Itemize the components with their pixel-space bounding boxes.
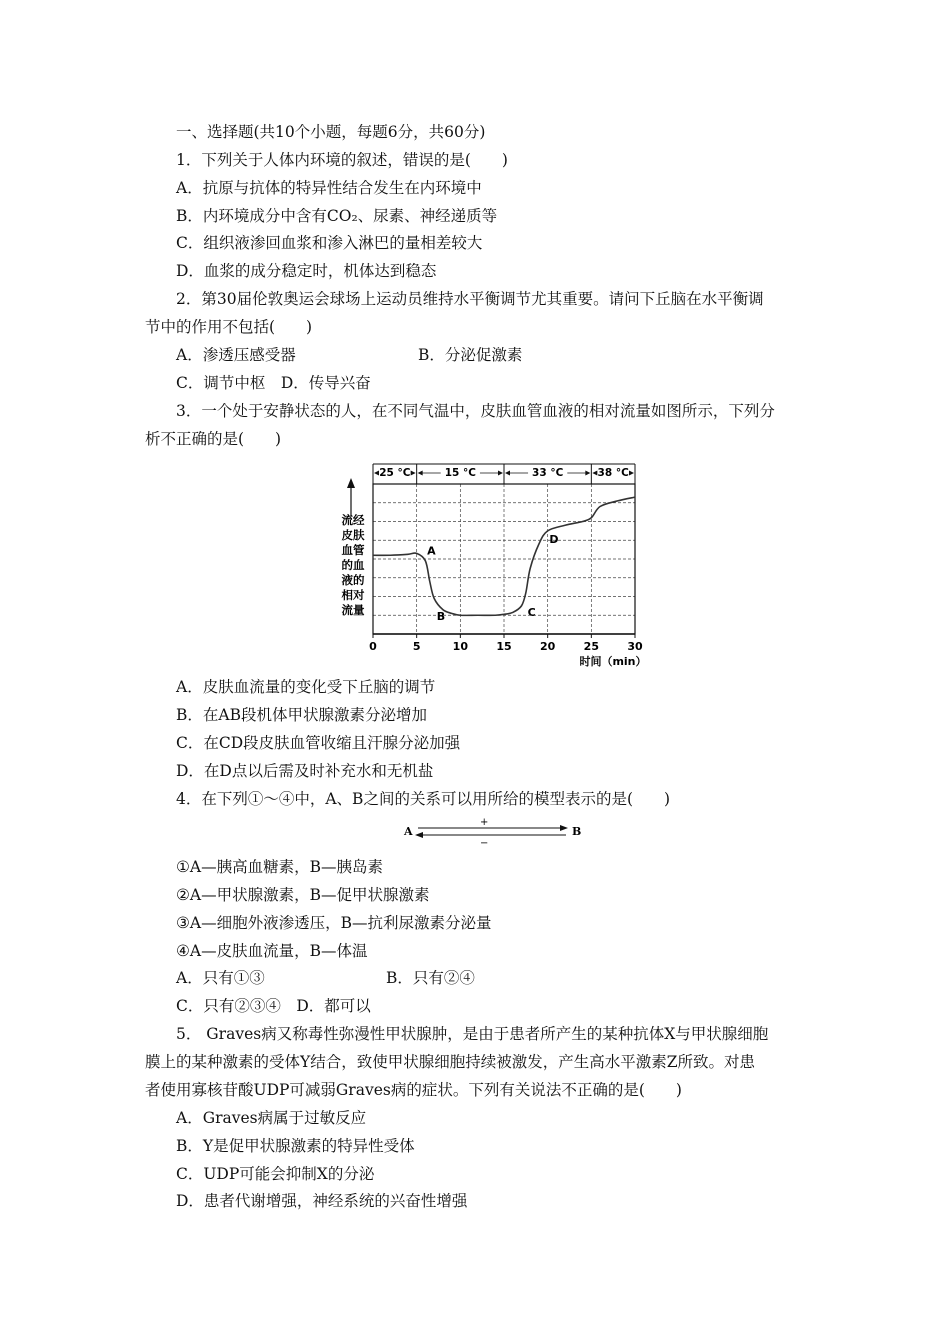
q5-option-d: D．患者代谢增强，神经系统的兴奋性增强 [176, 1192, 468, 1210]
q4-option-cd: C．只有②③④ D．都可以 [176, 997, 371, 1015]
q5-option-c: C．UDP可能会抑制X的分泌 [176, 1165, 375, 1183]
x-tick-label: 5 [412, 640, 421, 653]
y-axis-label: 的血 [341, 558, 365, 572]
blood-flow-chart [333, 458, 653, 670]
temp-band-label: 38 °C [597, 467, 629, 479]
x-tick-label: 30 [627, 640, 643, 653]
x-tick-label: 10 [452, 640, 468, 653]
band-arrowhead-left [418, 471, 423, 476]
q5-option-b: B．Y是促甲状腺激素的特异性受体 [176, 1137, 415, 1155]
point-label-b: B [436, 609, 446, 623]
q5-stem-line1: 5． Graves病又称毒性弥漫性甲状腺肿，是由于患者所产生的某种抗体X与甲状腺细胞 [176, 1025, 769, 1043]
q5-option-a: A．Graves病属于过敏反应 [176, 1109, 367, 1127]
point-label-a: A [427, 544, 436, 558]
q5-stem-line3: 者使用寡核苷酸UDP可减弱Graves病的症状。下列有关说法不正确的是( ) [145, 1081, 682, 1099]
y-arrow-head [347, 478, 355, 488]
x-tick-label: 25 [583, 640, 599, 653]
x-tick-label: 0 [369, 640, 377, 653]
q2-stem-line2: 节中的作用不包括( ) [145, 318, 313, 336]
q1-option-d: D．血浆的成分稳定时，机体达到稳态 [176, 262, 437, 280]
q4-item-3: ③A—细胞外液渗透压，B—抗利尿激素分泌量 [176, 914, 492, 932]
q2-option-a: A．渗透压感受器 [176, 346, 296, 364]
q3-option-a: A．皮肤血流量的变化受下丘脑的调节 [176, 678, 436, 696]
x-tick-label: 15 [496, 640, 512, 653]
temp-band-label: 25 °C [379, 467, 411, 479]
q4-item-4: ④A—皮肤血流量，B—体温 [176, 942, 368, 960]
q4-item-1: ①A—胰高血糖素，B—胰岛素 [176, 858, 383, 876]
model-minus-sign: − [480, 838, 489, 847]
model-left-label: A [404, 825, 413, 838]
q1-option-c: C．组织液渗回血浆和渗入淋巴的量相差较大 [176, 234, 483, 252]
x-tick-label: 20 [540, 640, 556, 653]
y-axis-label: 流经 [341, 513, 365, 527]
q2-option-cd: C．调节中枢 D．传导兴奋 [176, 374, 371, 392]
q4-option-b: B．只有②④ [386, 969, 475, 987]
x-axis-label: 时间（min） [579, 655, 647, 668]
q4-item-2: ②A—甲状腺激素，B—促甲状腺激素 [176, 886, 430, 904]
band-arrowhead-right [498, 471, 503, 476]
temp-band-label: 33 °C [532, 467, 564, 479]
q3-option-b: B．在AB段机体甲状腺激素分泌增加 [176, 706, 427, 724]
q5-stem-line2: 膜上的某种激素的受体Y结合，致使甲状腺细胞持续被激发，产生高水平激素Z所致。对患 [145, 1053, 756, 1071]
band-arrowhead-right [585, 471, 590, 476]
q2-option-b: B．分泌促激素 [418, 346, 523, 364]
band-arrowhead-left [374, 471, 379, 476]
band-arrowhead-right [629, 471, 634, 476]
band-arrowhead-left [505, 471, 510, 476]
band-arrowhead-right [411, 471, 416, 476]
y-axis-label: 血管 [341, 543, 365, 557]
model-right-label: B [572, 825, 582, 838]
q1-stem: 1．下列关于人体内环境的叙述，错误的是( ) [176, 151, 508, 169]
band-arrowhead-left [592, 471, 597, 476]
q3-option-d: D．在D点以后需及时补充水和无机盐 [176, 762, 434, 780]
q4-option-a: A．只有①③ [176, 969, 265, 987]
y-axis-label: 皮肤 [341, 528, 365, 542]
feedback-model-diagram [398, 817, 588, 847]
y-axis-label: 流量 [341, 603, 365, 617]
y-axis-label: 相对 [341, 588, 365, 602]
y-axis-label: 液的 [341, 573, 365, 587]
q1-option-b: B．内环境成分中含有CO₂、尿素、神经递质等 [176, 207, 498, 225]
q2-stem-line1: 2．第30届伦敦奥运会球场上运动员维持水平衡调节尤其重要。请问下丘脑在水平衡调 [176, 290, 764, 308]
point-label-c: C [527, 606, 536, 620]
model-plus-sign: + [480, 817, 489, 828]
q3-option-c: C．在CD段皮肤血管收缩且汗腺分泌加强 [176, 734, 461, 752]
temp-band-label: 15 °C [444, 467, 476, 479]
section-title: 一、选择题(共10个小题，每题6分，共60分) [176, 123, 486, 141]
q3-stem-line1: 3．一个处于安静状态的人，在不同气温中，皮肤血管血液的相对流量如图所示，下列分 [176, 402, 775, 420]
point-label-d: D [549, 533, 559, 547]
q4-stem: 4．在下列①～④中，A、B之间的关系可以用所给的模型表示的是( ) [176, 790, 671, 808]
model-bottom-arrowhead [415, 832, 423, 838]
q3-stem-line2: 析不正确的是( ) [145, 430, 282, 448]
model-top-arrowhead [560, 825, 568, 831]
q1-option-a: A．抗原与抗体的特异性结合发生在内环境中 [176, 179, 482, 197]
